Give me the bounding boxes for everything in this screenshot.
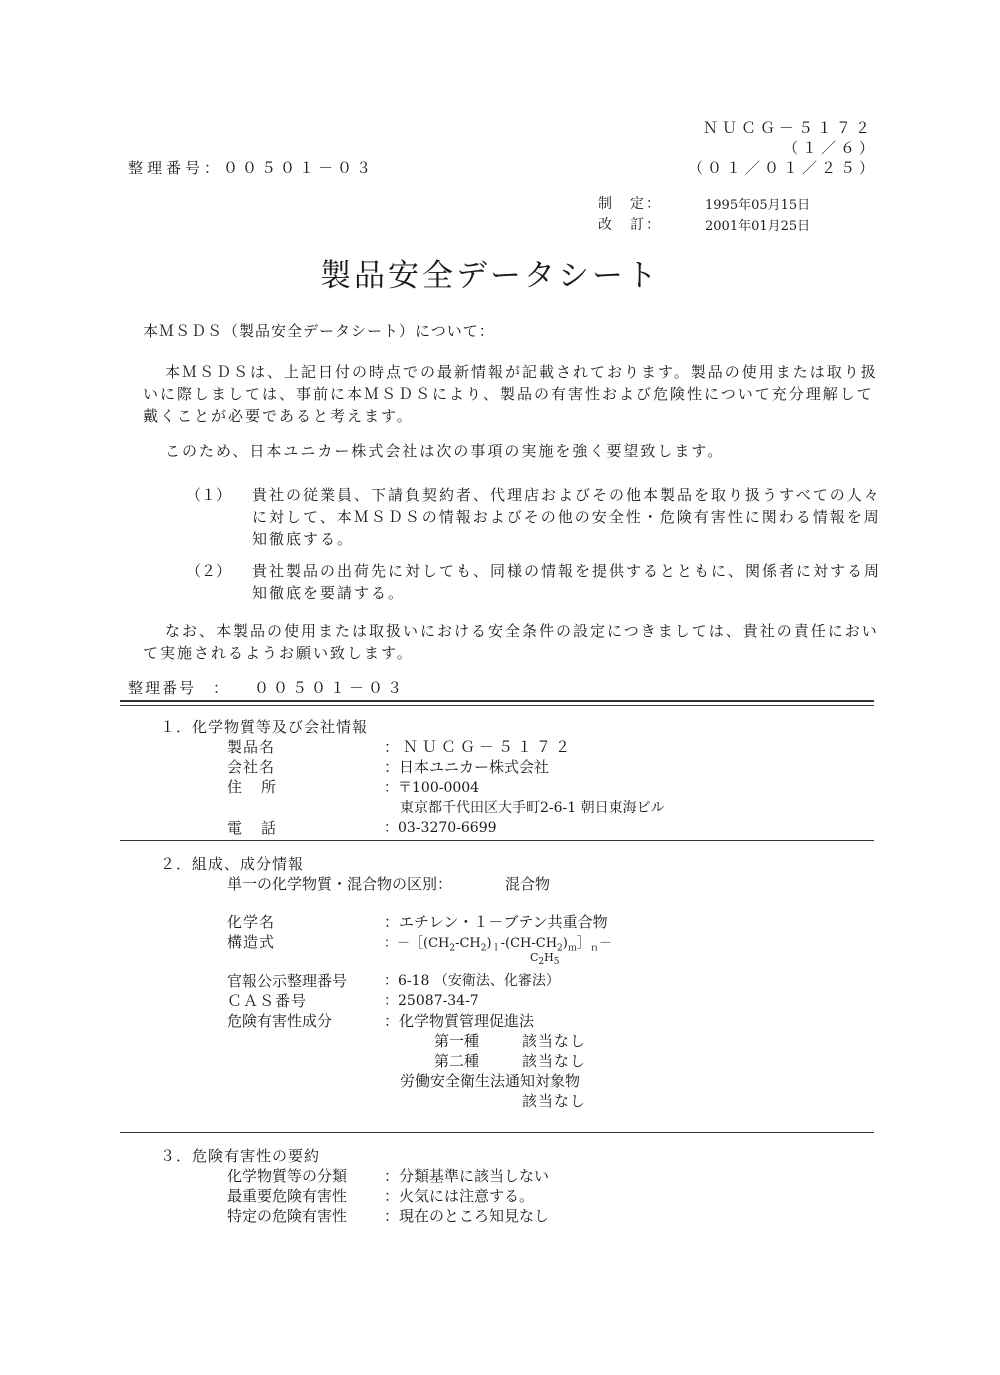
classification-value: ：分類基準に該当しない <box>384 1167 550 1185</box>
item-1-number: （１） <box>186 486 232 504</box>
cas-number-value: ：25087-34-7 <box>384 993 479 1009</box>
gazette-number-value: ：6-18 （安衛法、化審法） <box>384 973 560 989</box>
item-1-text: 貴社の従業員、下請負契約者、代理店およびその他本製品を取り扱うすべての人々に対して、本ＭＳＤＳの情報およびその他の安全性・危険有害性に関わる情報を周知徹底する。 <box>252 486 881 548</box>
control-line-label: 整理番号 ： <box>128 679 231 697</box>
product-name-value: ：ＮＵＣＧ－５１７２ <box>384 738 575 756</box>
page-number: （１／６） <box>782 139 878 157</box>
header-rule-bottom <box>120 705 874 706</box>
header-rule-top <box>120 700 874 702</box>
structural-formula: ：$-[(CH_2-CH_2)_l-(CH-CH_2)_m]_n-$ <box>384 936 612 954</box>
section-1-heading: １．化学物質等及び会社情報 <box>160 718 369 736</box>
revised-label: 改 訂： <box>598 217 662 233</box>
substance-class-value: 混合物 <box>505 875 551 893</box>
intro-paragraph-3: なお、本製品の使用または取扱いにおける安全条件の設定につきましては、貴社の責任において実施されるようお願い致します。 <box>143 622 879 662</box>
labor-safety-label: 労働安全衛生法通知対象物 <box>400 1072 581 1090</box>
address-street: 東京都千代田区大手町2-6-1 朝日東海ビル <box>400 800 665 816</box>
classification-label: 化学物質等の分類 <box>227 1167 348 1185</box>
company-name-label: 会社名 <box>227 758 276 776</box>
address-postal: ：〒100-0004 <box>384 780 480 796</box>
section-rule-2 <box>120 1132 874 1133</box>
gazette-number-label: 官報公示整理番号 <box>227 972 348 990</box>
labor-safety-value: 該当なし <box>522 1092 587 1110</box>
specific-hazard-label: 特定の危険有害性 <box>227 1207 348 1225</box>
substance-class-label: 単一の化学物質・混合物の区別： <box>227 875 453 893</box>
class-2-label: 第二種 <box>434 1052 480 1070</box>
control-number: 整理番号：００５０１－０３ <box>128 159 376 177</box>
established-label: 制 定： <box>598 196 662 212</box>
section-2-heading: ２．組成、成分情報 <box>160 855 305 873</box>
structural-formula-substituent: $C_2H_5$ <box>530 951 560 968</box>
chemical-name-value: ：エチレン・１－ブテン共重合物 <box>384 913 608 931</box>
revised-date: 2001年01月25日 <box>705 219 811 234</box>
chemical-name-label: 化学名 <box>227 913 276 931</box>
product-name-label: 製品名 <box>227 738 276 756</box>
company-name-value: ：日本ユニカー株式会社 <box>384 758 550 776</box>
intro-heading: 本ＭＳＤＳ（製品安全データシート）について： <box>143 322 495 340</box>
established-date: 1995年05月15日 <box>705 198 811 213</box>
class-1-value: 該当なし <box>522 1032 587 1050</box>
key-hazard-label: 最重要危険有害性 <box>227 1187 348 1205</box>
item-2-number: （２） <box>186 562 232 580</box>
hazardous-components-label: 危険有害性成分 <box>227 1012 333 1030</box>
structural-formula-label: 構造式 <box>227 933 276 951</box>
cas-number-label: ＣＡＳ番号 <box>227 992 308 1010</box>
page-title: 製品安全データシート <box>320 258 660 294</box>
phone-label: 電 話 <box>227 819 279 837</box>
section-rule-1 <box>120 840 874 841</box>
class-1-label: 第一種 <box>434 1032 480 1050</box>
address-label: 住 所 <box>227 778 279 796</box>
key-hazard-value: ：火気には注意する。 <box>384 1187 535 1205</box>
document-code: ＮＵＣＧ－５１７２ <box>702 119 874 137</box>
intro-paragraph-2: このため、日本ユニカー株式会社は次の事項の実施を強く要望致します。 <box>165 442 725 460</box>
issue-date: （０１／０１／２５） <box>687 159 878 177</box>
phone-value: ：03-3270-6699 <box>384 820 497 836</box>
item-2-text: 貴社製品の出荷先に対しても、同様の情報を提供するとともに、関係者に対する周知徹底を要請する。 <box>252 562 882 602</box>
control-line-value: ００５０１－０３ <box>254 679 407 697</box>
intro-paragraph-1: 本ＭＳＤＳは、上記日付の時点での最新情報が記載されております。製品の使用または取り扱いに際しましては、事前に本ＭＳＤＳにより、製品の有害性および危険性について充分理解して戴くことが必要であると考えます。 <box>143 363 878 425</box>
hazardous-components-value: ：化学物質管理促進法 <box>384 1012 535 1030</box>
class-2-value: 該当なし <box>522 1052 587 1070</box>
section-3-heading: ３．危険有害性の要約 <box>160 1147 321 1165</box>
specific-hazard-value: ：現在のところ知見なし <box>384 1207 550 1225</box>
